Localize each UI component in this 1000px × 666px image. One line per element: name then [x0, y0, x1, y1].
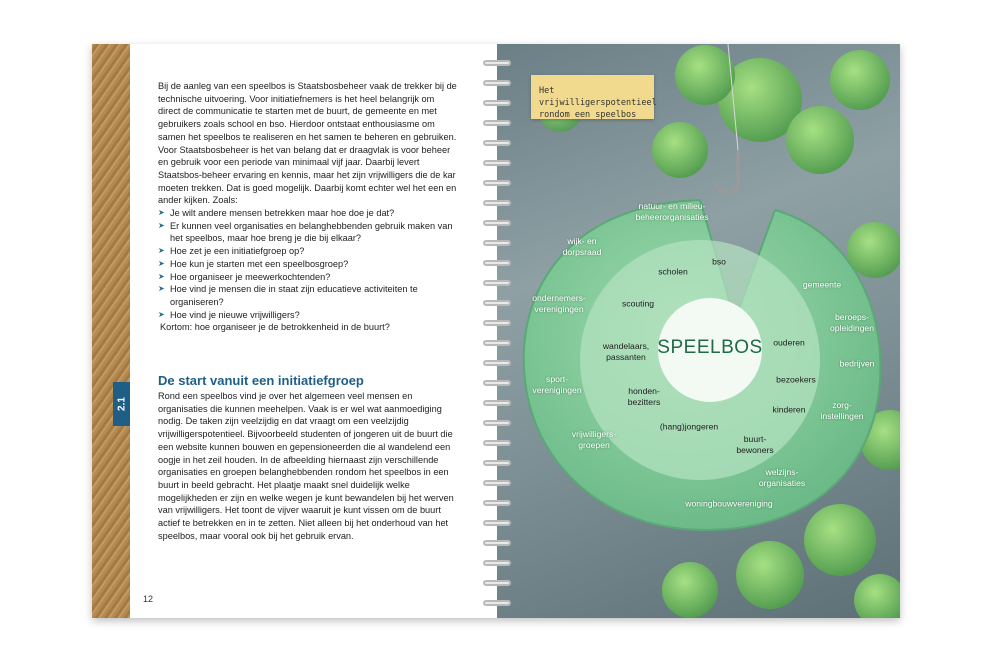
binding-ring	[483, 220, 511, 226]
arrow-icon: ➤	[158, 284, 165, 294]
binding-ring	[483, 580, 511, 586]
inner-label: (hang)jongeren	[659, 421, 719, 432]
binding-ring	[483, 280, 511, 286]
inner-label: kinderen	[772, 404, 806, 415]
binding-ring	[483, 360, 511, 366]
intro-paragraph: Bij de aanleg van een speelbos is Staatsbosbeheer vaak de trekker bij de technische uitvoering. Voor initiatiefnemers is het heel belangrijk om direct de communicatie te starten met de buurt, de gemeente en met gebruikers zoals school en bso. Hierdoor ontstaat enthousiasme om samen het speelbos te realiseren en het samen te beheren en gebruiken. Voor Staatsbosbeheer is het van belang dat er draagvlak is voor beheer en gebruik voor een periode van minimaal vijf jaar. Daarbij levert Staatsbos-beheer ervaring en kennis, maar het zijn vrijwilligers die de kar moeten trekken. Dat is goed mogelijk. Daarbij komt echter wel het een en ander kijken. Zoals:	[158, 81, 457, 206]
binding-ring	[483, 600, 511, 606]
arrow-icon: ➤	[158, 271, 165, 281]
binding-ring	[483, 460, 511, 466]
list-item: ➤ Hoe zet je een initiatiefgroep op?	[158, 246, 305, 257]
outer-label: zorg- instellingen	[820, 400, 864, 421]
summary-line: Kortom: hoe organiseer je de betrokkenheid in de buurt?	[160, 322, 390, 333]
page-number: 12	[143, 594, 154, 604]
inner-label: scouting	[621, 298, 655, 309]
binding-ring	[483, 100, 511, 106]
list-item: ➤ Hoe vind je mensen die in staat zijn educatieve activiteiten te organiseren?	[158, 284, 418, 307]
spiral-binding	[483, 52, 511, 612]
inner-label: scholen	[658, 266, 688, 277]
inner-label: honden- bezitters	[627, 386, 661, 407]
arrow-icon: ➤	[158, 309, 165, 319]
outer-label: ondernemers- verenigingen	[532, 293, 586, 314]
outer-label: vrijwilligers- groepen	[571, 429, 617, 450]
binding-ring	[483, 520, 511, 526]
binding-ring	[483, 180, 511, 186]
outer-label: wijk- en dorpsraad	[562, 236, 602, 257]
binding-ring	[483, 420, 511, 426]
arrow-icon: ➤	[158, 208, 165, 218]
outer-label: gemeente	[802, 279, 842, 290]
inner-label: buurt- bewoners	[736, 434, 774, 455]
binding-ring	[483, 240, 511, 246]
outer-label: woningbouwvereniging	[685, 498, 773, 509]
binding-ring	[483, 440, 511, 446]
arrow-icon: ➤	[158, 258, 165, 268]
binding-ring	[483, 300, 511, 306]
binding-ring	[483, 320, 511, 326]
list-item: ➤ Hoe organiseer je meewerkochtenden?	[158, 271, 331, 282]
speelbos-center-label: SPEELBOS	[657, 337, 763, 358]
binding-ring	[483, 340, 511, 346]
diagram-title-banner: Het vrijwilligerspotentieel rondom een speelbos	[531, 75, 654, 119]
list-item: ➤ Hoe kun je starten met een speelbosgroep?	[158, 258, 349, 269]
binding-ring	[483, 200, 511, 206]
binding-ring	[483, 140, 511, 146]
list-item: ➤ Er kunnen veel organisaties en belanghebbenden gebruik maken van het speelbos, maar hoe breng je die bij elkaar?	[158, 220, 453, 244]
section-heading: De start vanuit een initiatiefgroep	[158, 373, 364, 388]
inner-label: ouderen	[773, 337, 805, 348]
inner-label: bezoekers	[776, 374, 816, 385]
arrow-icon: ➤	[158, 220, 165, 230]
inner-label: bso	[712, 256, 726, 267]
outer-label: welzijns- organisaties	[758, 467, 806, 488]
chapter-tab: 2.1	[113, 382, 130, 426]
binding-ring	[483, 540, 511, 546]
binding-ring	[483, 380, 511, 386]
binding-ring	[483, 160, 511, 166]
binding-ring	[483, 500, 511, 506]
binding-ring	[483, 80, 511, 86]
inner-label: wandelaars, passanten	[602, 341, 650, 362]
binding-ring	[483, 480, 511, 486]
binding-ring	[483, 60, 511, 66]
list-item: ➤ Hoe vind je nieuwe vrijwilligers?	[158, 309, 300, 320]
outer-label: natuur- en milieu- beheerorganisaties	[635, 201, 709, 222]
outer-label: bedrijven	[839, 358, 875, 369]
section-body: Rond een speelbos vind je over het algemeen veel mensen en organisaties die kunnen meehelpen. Vaak is er wel wat aanmoediging nodig. De taken zijn veelzijdig en dat vraagt om een veelzijdig vrijwilligerspotentieel. Bijvoorbeeld studenten of jongeren uit de buurt die een website kunnen bouwen en gepensioneerden die al wandelend een oogje in het zeil houden. In de afbeelding hiernaast zijn verschillende organisaties en groepen belanghebbenden rondom het speelbos in een buurt in beeld gebracht. Het plaatje maakt snel duidelijk welke mogelijkheden er zijn en welke wegen je kunt bewandelen bij het werven van vrijwilligers. Het toont de vijver waaruit je kunt vissen om de buurt actief te betrekken en in te zetten. Niet alleen bij het onderhoud van het speelbos, maar vooral ook bij het gebruik ervan.	[158, 391, 454, 541]
fishing-hook-icon	[716, 150, 738, 192]
outer-label: beroeps- opleidingen	[830, 312, 874, 333]
binding-ring	[483, 400, 511, 406]
binding-ring	[483, 560, 511, 566]
outer-label: sport- verenigingen	[532, 374, 582, 395]
binding-ring	[483, 260, 511, 266]
list-item: ➤ Je wilt andere mensen betrekken maar hoe doe je dat?	[158, 208, 395, 219]
binding-ring	[483, 120, 511, 126]
arrow-icon: ➤	[158, 246, 165, 256]
